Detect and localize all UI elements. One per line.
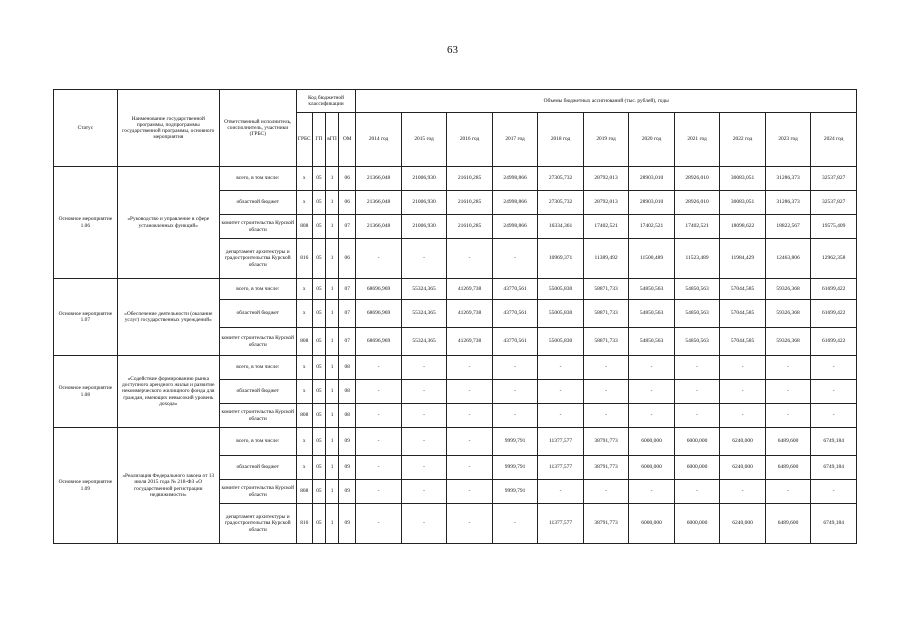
value-cell: 24998,866 <box>492 215 538 239</box>
value-cell: 21366,048 <box>356 215 402 239</box>
group-status: Основное мероприятие 1.09 <box>54 428 118 544</box>
value-cell: 6000,000 <box>674 456 720 480</box>
value-cell: - <box>356 428 402 456</box>
value-cell: - <box>492 380 538 404</box>
value-cell: - <box>674 480 720 504</box>
value-cell: - <box>401 456 447 480</box>
gp-cell: 05 <box>312 215 325 239</box>
responsible-cell: департамент архитектуры и градостроительства Курской области <box>219 504 296 544</box>
responsible-cell: комитет строительства Курской области <box>219 480 296 504</box>
grbs-cell: 816 <box>296 239 312 279</box>
value-cell: 55324,365 <box>401 328 447 356</box>
vgp-cell: 1 <box>325 167 338 191</box>
table-row <box>54 428 857 456</box>
value-cell: 55324,365 <box>401 300 447 328</box>
value-cell: - <box>720 356 766 380</box>
value-cell: 61699,422 <box>811 300 857 328</box>
value-cell: - <box>674 356 720 380</box>
responsible-cell: всего, в том числе: <box>219 356 296 380</box>
header-responsible: Ответственный исполнитель, соисполнитель, участники (ГРБС) <box>219 90 296 167</box>
value-cell: 59326,368 <box>765 300 811 328</box>
vgp-cell: 1 <box>325 215 338 239</box>
value-cell: 6000,000 <box>629 456 675 480</box>
value-cell: - <box>356 480 402 504</box>
value-cell: - <box>765 480 811 504</box>
value-cell: 31286,373 <box>765 167 811 191</box>
grbs-cell: 808 <box>296 480 312 504</box>
value-cell: 55324,365 <box>401 279 447 300</box>
value-cell: 19575,409 <box>811 215 857 239</box>
om-cell: 09 <box>339 504 356 544</box>
value-cell: - <box>583 356 629 380</box>
om-cell: 06 <box>339 167 356 191</box>
value-cell: - <box>811 380 857 404</box>
responsible-cell: всего, в том числе: <box>219 279 296 300</box>
vgp-cell: 1 <box>325 456 338 480</box>
value-cell: 30083,051 <box>720 167 766 191</box>
value-cell: - <box>447 380 493 404</box>
value-cell: - <box>629 356 675 380</box>
header-om: ОМ <box>339 113 356 167</box>
group-name: «Реализация Федерального закона от 13 июля 2015 года № 218-ФЗ «О государственной регистрации недвижимости» <box>117 428 219 544</box>
vgp-cell: 1 <box>325 191 338 215</box>
value-cell: 6489,600 <box>765 456 811 480</box>
responsible-cell: областной бюджет <box>219 380 296 404</box>
vgp-cell: 1 <box>325 279 338 300</box>
value-cell: 17402,521 <box>583 215 629 239</box>
vgp-cell: 1 <box>325 480 338 504</box>
responsible-cell: комитет строительства Курской области <box>219 215 296 239</box>
value-cell: 27305,732 <box>538 167 584 191</box>
value-cell: 11377,577 <box>538 504 584 544</box>
table-row <box>54 279 857 300</box>
vgp-cell: 1 <box>325 356 338 380</box>
page-number: 63 <box>447 44 458 56</box>
value-cell: 43770,561 <box>492 279 538 300</box>
header-year: 2019 год <box>583 113 629 167</box>
budget-table <box>53 89 857 544</box>
value-cell: 28903,010 <box>629 167 675 191</box>
vgp-cell: 1 <box>325 380 338 404</box>
gp-cell: 05 <box>312 380 325 404</box>
value-cell: - <box>765 380 811 404</box>
value-cell: 21006,930 <box>401 191 447 215</box>
value-cell: 18822,567 <box>765 215 811 239</box>
value-cell: - <box>674 380 720 404</box>
value-cell: 41269,738 <box>447 279 493 300</box>
value-cell: 28926,010 <box>674 191 720 215</box>
value-cell: 21610,285 <box>447 215 493 239</box>
gp-cell: 05 <box>312 300 325 328</box>
value-cell: - <box>401 480 447 504</box>
header-year: 2014 год <box>356 113 402 167</box>
gp-cell: 05 <box>312 356 325 380</box>
header-year: 2022 год <box>720 113 766 167</box>
value-cell: 59326,368 <box>765 279 811 300</box>
responsible-cell: областной бюджет <box>219 300 296 328</box>
grbs-cell: 808 <box>296 215 312 239</box>
value-cell: 28926,010 <box>674 167 720 191</box>
value-cell: 68696,969 <box>356 279 402 300</box>
value-cell: - <box>629 480 675 504</box>
value-cell: 58871,733 <box>583 328 629 356</box>
value-cell: 30083,051 <box>720 191 766 215</box>
responsible-cell: департамент архитектуры и градостроительства Курской области <box>219 239 296 279</box>
value-cell: - <box>356 239 402 279</box>
value-cell: - <box>447 404 493 428</box>
value-cell: - <box>765 404 811 428</box>
header-name: Наименование государственной программы, подпрограммы государственной программы, основного мероприятия <box>117 90 219 167</box>
value-cell: 12962,358 <box>811 239 857 279</box>
value-cell: 43770,561 <box>492 300 538 328</box>
gp-cell: 05 <box>312 456 325 480</box>
value-cell: 55005,830 <box>538 328 584 356</box>
value-cell: 55005,830 <box>538 300 584 328</box>
value-cell: 57044,585 <box>720 279 766 300</box>
value-cell: - <box>447 428 493 456</box>
value-cell: 58871,733 <box>583 279 629 300</box>
value-cell: 38791,773 <box>583 504 629 544</box>
header-year: 2023 год <box>765 113 811 167</box>
value-cell: 6749,184 <box>811 456 857 480</box>
vgp-cell: 1 <box>325 300 338 328</box>
value-cell: 24998,866 <box>492 191 538 215</box>
value-cell: - <box>447 480 493 504</box>
value-cell: 6240,000 <box>720 456 766 480</box>
om-cell: 08 <box>339 380 356 404</box>
value-cell: 32537,827 <box>811 167 857 191</box>
value-cell: 59326,368 <box>765 328 811 356</box>
value-cell: 18098,622 <box>720 215 766 239</box>
value-cell: - <box>492 404 538 428</box>
grbs-cell: х <box>296 380 312 404</box>
value-cell: 68696,969 <box>356 300 402 328</box>
vgp-cell: 1 <box>325 504 338 544</box>
gp-cell: 05 <box>312 428 325 456</box>
gp-cell: 05 <box>312 167 325 191</box>
value-cell: - <box>447 504 493 544</box>
value-cell: - <box>583 404 629 428</box>
value-cell: - <box>492 239 538 279</box>
grbs-cell: х <box>296 300 312 328</box>
value-cell: 41269,738 <box>447 328 493 356</box>
value-cell: 16334,361 <box>538 215 584 239</box>
vgp-cell: 1 <box>325 328 338 356</box>
value-cell: 27305,732 <box>538 191 584 215</box>
value-cell: 6240,000 <box>720 428 766 456</box>
value-cell: 6240,000 <box>720 504 766 544</box>
table-row <box>54 356 857 380</box>
gp-cell: 05 <box>312 404 325 428</box>
value-cell: - <box>401 404 447 428</box>
value-cell: 21610,285 <box>447 167 493 191</box>
group-name: «Обеспечение деятельности (оказание услуг) государственных учреждений» <box>117 279 219 356</box>
gp-cell: 05 <box>312 191 325 215</box>
value-cell: 9999,791 <box>492 480 538 504</box>
gp-cell: 05 <box>312 239 325 279</box>
gp-cell: 05 <box>312 480 325 504</box>
value-cell: 54850,563 <box>674 300 720 328</box>
value-cell: 6749,184 <box>811 504 857 544</box>
value-cell: - <box>583 380 629 404</box>
vgp-cell: 1 <box>325 404 338 428</box>
value-cell: 17402,521 <box>629 215 675 239</box>
value-cell: 9999,791 <box>492 456 538 480</box>
value-cell: - <box>629 404 675 428</box>
value-cell: 6749,184 <box>811 428 857 456</box>
grbs-cell: х <box>296 167 312 191</box>
value-cell: - <box>538 480 584 504</box>
header-year: 2017 год <box>492 113 538 167</box>
om-cell: 07 <box>339 215 356 239</box>
vgp-cell: 1 <box>325 239 338 279</box>
value-cell: 6489,600 <box>765 428 811 456</box>
value-cell: - <box>401 428 447 456</box>
value-cell: 61699,422 <box>811 279 857 300</box>
value-cell: - <box>401 356 447 380</box>
table-row <box>54 167 857 191</box>
responsible-cell: областной бюджет <box>219 456 296 480</box>
value-cell: - <box>356 404 402 428</box>
om-cell: 07 <box>339 279 356 300</box>
value-cell: - <box>401 380 447 404</box>
header-budget-code: Код бюджетной классификации <box>296 90 356 113</box>
value-cell: 6000,000 <box>629 504 675 544</box>
header-year: 2016 год <box>447 113 493 167</box>
header-status: Статус <box>54 90 118 167</box>
value-cell: 21610,285 <box>447 191 493 215</box>
grbs-cell: х <box>296 456 312 480</box>
value-cell: - <box>811 404 857 428</box>
value-cell: 54850,563 <box>674 279 720 300</box>
value-cell: - <box>538 356 584 380</box>
value-cell: 61699,422 <box>811 328 857 356</box>
value-cell: - <box>492 356 538 380</box>
value-cell: 43770,561 <box>492 328 538 356</box>
value-cell: 6000,000 <box>674 428 720 456</box>
om-cell: 09 <box>339 428 356 456</box>
value-cell: 9999,791 <box>492 428 538 456</box>
header-year: 2021 год <box>674 113 720 167</box>
grbs-cell: 816 <box>296 504 312 544</box>
value-cell: - <box>720 380 766 404</box>
value-cell: 10969,371 <box>538 239 584 279</box>
table-body <box>54 167 857 544</box>
value-cell: - <box>765 356 811 380</box>
gp-cell: 05 <box>312 504 325 544</box>
value-cell: 21366,048 <box>356 191 402 215</box>
value-cell: - <box>811 356 857 380</box>
header-vgp: вГП <box>325 113 338 167</box>
value-cell: 21366,048 <box>356 167 402 191</box>
value-cell: - <box>356 504 402 544</box>
value-cell: - <box>447 456 493 480</box>
value-cell: - <box>356 356 402 380</box>
value-cell: 54850,563 <box>629 328 675 356</box>
om-cell: 08 <box>339 356 356 380</box>
responsible-cell: комитет строительства Курской области <box>219 328 296 356</box>
responsible-cell: всего, в том числе: <box>219 167 296 191</box>
value-cell: 11523,489 <box>674 239 720 279</box>
responsible-cell: всего, в том числе: <box>219 428 296 456</box>
group-name: «Содействие формированию рынка доступного арендного жилья и развитие некоммерческого жилищного фонда для граждан, имеющих невысокий уровень дохода» <box>117 356 219 428</box>
group-status: Основное мероприятие 1.06 <box>54 167 118 279</box>
header-year: 2018 год <box>538 113 584 167</box>
value-cell: - <box>401 239 447 279</box>
value-cell: - <box>674 404 720 428</box>
value-cell: 11984,429 <box>720 239 766 279</box>
value-cell: 58871,733 <box>583 300 629 328</box>
grbs-cell: х <box>296 428 312 456</box>
value-cell: - <box>720 480 766 504</box>
value-cell: - <box>492 504 538 544</box>
om-cell: 09 <box>339 456 356 480</box>
responsible-cell: областной бюджет <box>219 191 296 215</box>
vgp-cell: 1 <box>325 428 338 456</box>
value-cell: - <box>447 356 493 380</box>
value-cell: - <box>811 480 857 504</box>
value-cell: 38791,773 <box>583 428 629 456</box>
value-cell: 31286,373 <box>765 191 811 215</box>
value-cell: - <box>356 456 402 480</box>
om-cell: 09 <box>339 480 356 504</box>
value-cell: 28792,013 <box>583 191 629 215</box>
om-cell: 07 <box>339 300 356 328</box>
value-cell: 57044,585 <box>720 328 766 356</box>
value-cell: 57044,585 <box>720 300 766 328</box>
value-cell: 54850,563 <box>629 279 675 300</box>
gp-cell: 05 <box>312 328 325 356</box>
header-year: 2020 год <box>629 113 675 167</box>
value-cell: 38791,773 <box>583 456 629 480</box>
om-cell: 07 <box>339 328 356 356</box>
grbs-cell: х <box>296 191 312 215</box>
value-cell: - <box>629 380 675 404</box>
value-cell: - <box>720 404 766 428</box>
value-cell: 68696,969 <box>356 328 402 356</box>
value-cell: 54850,563 <box>629 300 675 328</box>
grbs-cell: 808 <box>296 404 312 428</box>
group-status: Основное мероприятие 1.07 <box>54 279 118 356</box>
value-cell: 28792,013 <box>583 167 629 191</box>
value-cell: - <box>583 480 629 504</box>
om-cell: 08 <box>339 404 356 428</box>
value-cell: - <box>356 380 402 404</box>
value-cell: - <box>538 380 584 404</box>
value-cell: 54850,563 <box>674 328 720 356</box>
value-cell: 11500,489 <box>629 239 675 279</box>
value-cell: 21006,930 <box>401 215 447 239</box>
value-cell: 55005,830 <box>538 279 584 300</box>
value-cell: 6000,000 <box>674 504 720 544</box>
value-cell: 6000,000 <box>629 428 675 456</box>
header-volumes: Объемы бюджетных ассигнований (тыс. рублей), годы <box>356 90 857 113</box>
gp-cell: 05 <box>312 279 325 300</box>
value-cell: - <box>538 404 584 428</box>
value-cell: 32537,827 <box>811 191 857 215</box>
om-cell: 06 <box>339 239 356 279</box>
value-cell: - <box>447 239 493 279</box>
grbs-cell: 808 <box>296 328 312 356</box>
value-cell: 21006,930 <box>401 167 447 191</box>
header-grbs: ГРБС <box>296 113 312 167</box>
value-cell: 41269,738 <box>447 300 493 328</box>
value-cell: 12463,806 <box>765 239 811 279</box>
responsible-cell: комитет строительства Курской области <box>219 404 296 428</box>
group-name: «Руководство и управление в сфере установленных функций» <box>117 167 219 279</box>
grbs-cell: х <box>296 356 312 380</box>
value-cell: 28903,010 <box>629 191 675 215</box>
value-cell: 11377,577 <box>538 428 584 456</box>
header-gp: ГП <box>312 113 325 167</box>
value-cell: - <box>401 504 447 544</box>
value-cell: 6489,600 <box>765 504 811 544</box>
grbs-cell: х <box>296 279 312 300</box>
value-cell: 11389,492 <box>583 239 629 279</box>
header-year: 2024 год <box>811 113 857 167</box>
value-cell: 11377,577 <box>538 456 584 480</box>
value-cell: 24998,866 <box>492 167 538 191</box>
value-cell: 17402,521 <box>674 215 720 239</box>
group-status: Основное мероприятие 1.08 <box>54 356 118 428</box>
om-cell: 06 <box>339 191 356 215</box>
header-year: 2015 год <box>401 113 447 167</box>
